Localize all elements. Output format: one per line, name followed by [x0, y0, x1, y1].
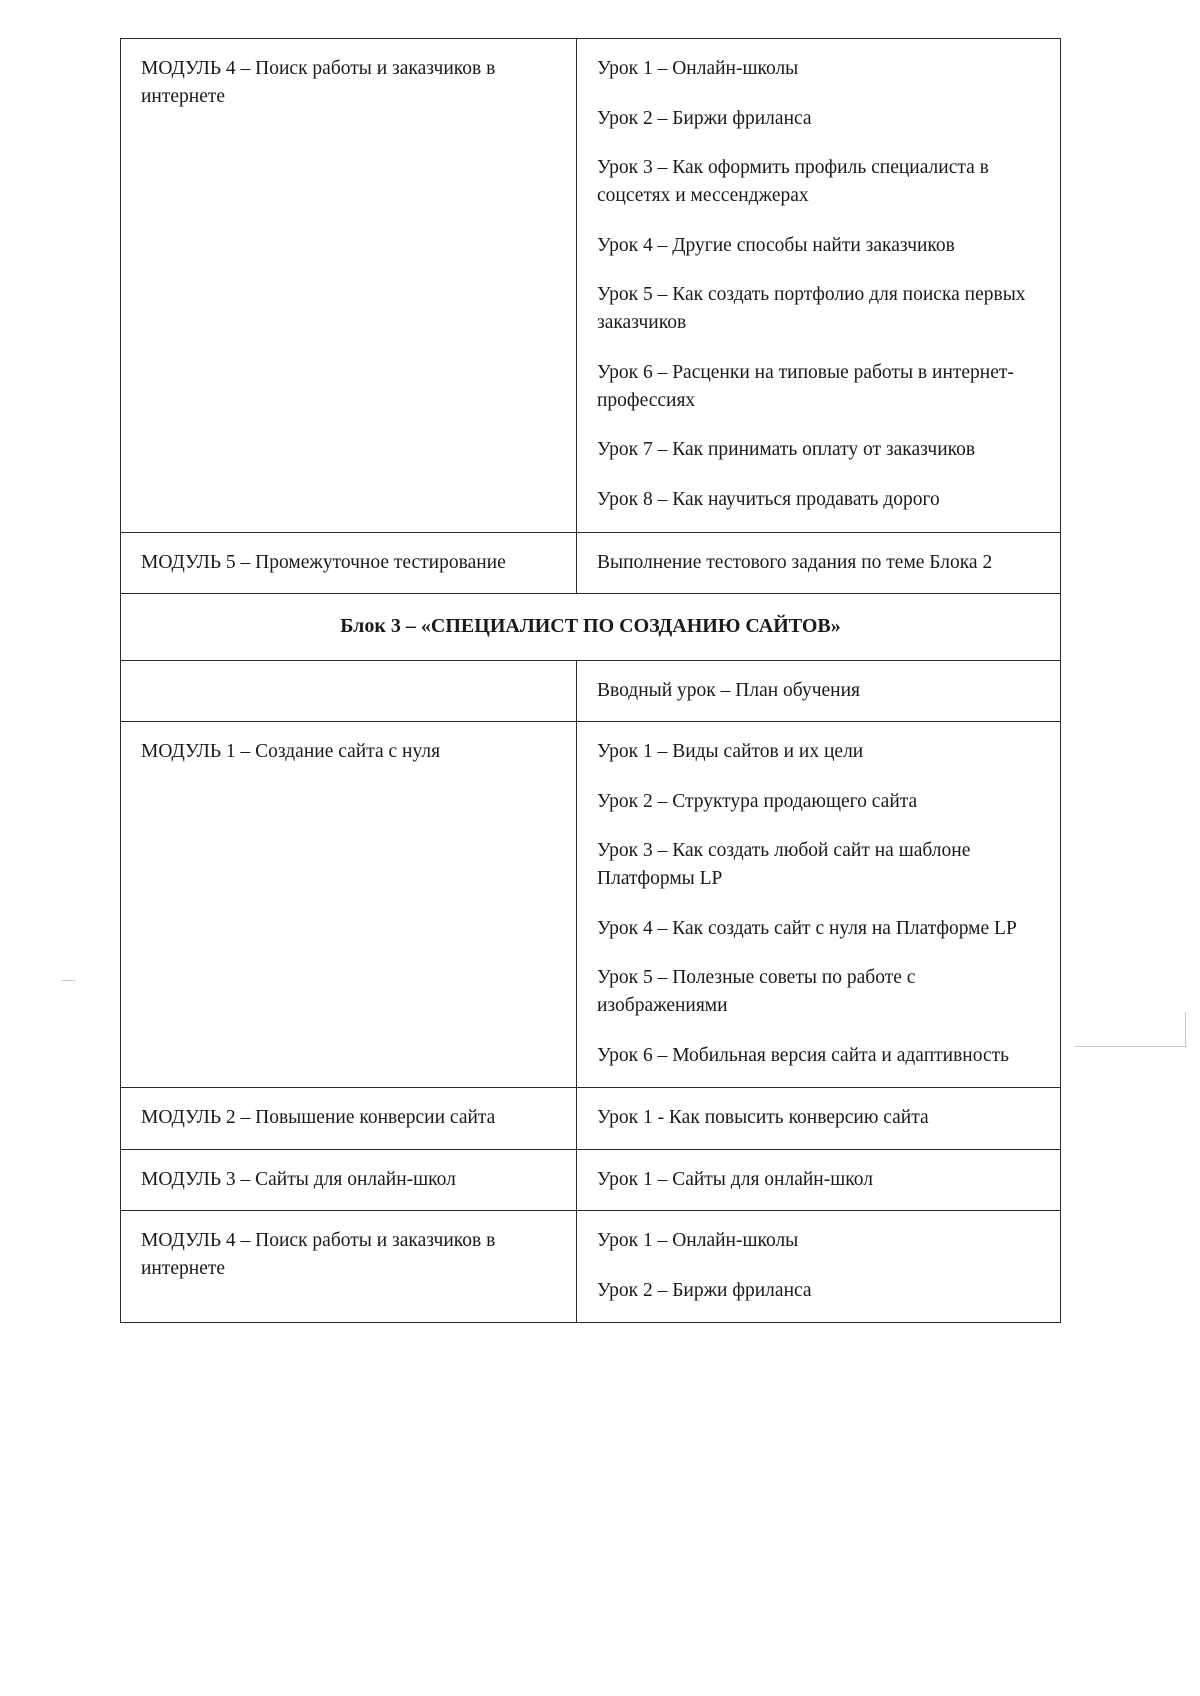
lesson-item: Урок 5 – Как создать портфолио для поиска первых заказчиков	[597, 284, 1026, 334]
table-row	[121, 39, 1061, 533]
module-title: МОДУЛЬ 3 – Сайты для онлайн-школ	[141, 1168, 456, 1190]
lesson-item: Урок 1 – Сайты для онлайн-школ	[597, 1168, 873, 1190]
lesson-item: Урок 1 - Как повысить конверсию сайта	[597, 1107, 929, 1129]
table-row	[121, 661, 1061, 722]
module-cell-empty	[121, 661, 577, 722]
module-title: МОДУЛЬ 2 – Повышение конверсии сайта	[141, 1107, 496, 1129]
lesson-item: Урок 5 – Полезные советы по работе с изображениями	[597, 967, 916, 1017]
lesson-item: Урок 3 – Как создать любой сайт на шаблоне Платформы LP	[597, 840, 971, 889]
curriculum-table	[120, 38, 1061, 1323]
module-cell	[121, 1210, 577, 1322]
lessons-cell	[577, 1088, 1061, 1149]
scan-artifact-left	[62, 980, 76, 981]
table-row	[121, 1210, 1061, 1322]
block-header-title: Блок 3 – «СПЕЦИАЛИСТ ПО СОЗДАНИЮ САЙТОВ»	[340, 614, 841, 637]
lessons-cell	[577, 661, 1061, 722]
lesson-item: Урок 1 – Виды сайтов и их цели	[597, 740, 864, 762]
lesson-item: Урок 4 – Как создать сайт с нуля на Платформе LP	[597, 917, 1017, 939]
lessons-cell	[577, 1149, 1061, 1210]
lesson-item: Урок 2 – Биржи фриланса	[597, 1279, 812, 1301]
lesson-item: Урок 1 – Онлайн-школы	[597, 1229, 799, 1251]
lessons-cell	[577, 39, 1061, 533]
module-cell	[121, 1088, 577, 1149]
lesson-item: Вводный урок – План обучения	[597, 680, 861, 702]
module-cell	[121, 1149, 577, 1210]
module-title: МОДУЛЬ 5 – Промежуточное тестирование	[141, 551, 506, 573]
scan-artifact-right-vertical	[1185, 1012, 1186, 1048]
lesson-item: Урок 6 – Мобильная версия сайта и адаптивность	[597, 1044, 1010, 1066]
module-title: МОДУЛЬ 1 – Создание сайта с нуля	[141, 740, 441, 762]
lesson-item: Урок 3 – Как оформить профиль специалиста в соцсетях и мессенджерах	[597, 157, 989, 207]
lesson-item: Урок 2 – Биржи фриланса	[597, 107, 812, 129]
table-row	[121, 532, 1061, 593]
module-cell	[121, 721, 577, 1088]
module-title: МОДУЛЬ 4 – Поиск работы и заказчиков в интернете	[141, 58, 496, 108]
module-title: МОДУЛЬ 4 – Поиск работы и заказчиков в интернете	[141, 1229, 496, 1280]
lesson-item: Урок 7 – Как принимать оплату от заказчиков	[597, 439, 976, 461]
block-header-cell	[121, 593, 1061, 660]
table-row	[121, 721, 1061, 1088]
lesson-item: Урок 2 – Структура продающего сайта	[597, 790, 918, 812]
scan-artifact-right	[1075, 1046, 1187, 1047]
lessons-cell	[577, 532, 1061, 593]
lesson-item: Урок 4 – Другие способы найти заказчиков	[597, 234, 955, 256]
lesson-item: Выполнение тестового задания по теме Блока 2	[597, 551, 993, 573]
lessons-cell	[577, 721, 1061, 1088]
module-cell	[121, 532, 577, 593]
lesson-item: Урок 6 – Расценки на типовые работы в интернет-профессиях	[597, 361, 1014, 411]
table-row	[121, 1088, 1061, 1149]
module-cell	[121, 39, 577, 533]
lesson-item: Урок 1 – Онлайн-школы	[597, 58, 799, 79]
block-header-row	[121, 593, 1061, 660]
lessons-cell	[577, 1210, 1061, 1322]
table-row	[121, 1149, 1061, 1210]
lesson-item: Урок 8 – Как научиться продавать дорого	[597, 488, 940, 510]
